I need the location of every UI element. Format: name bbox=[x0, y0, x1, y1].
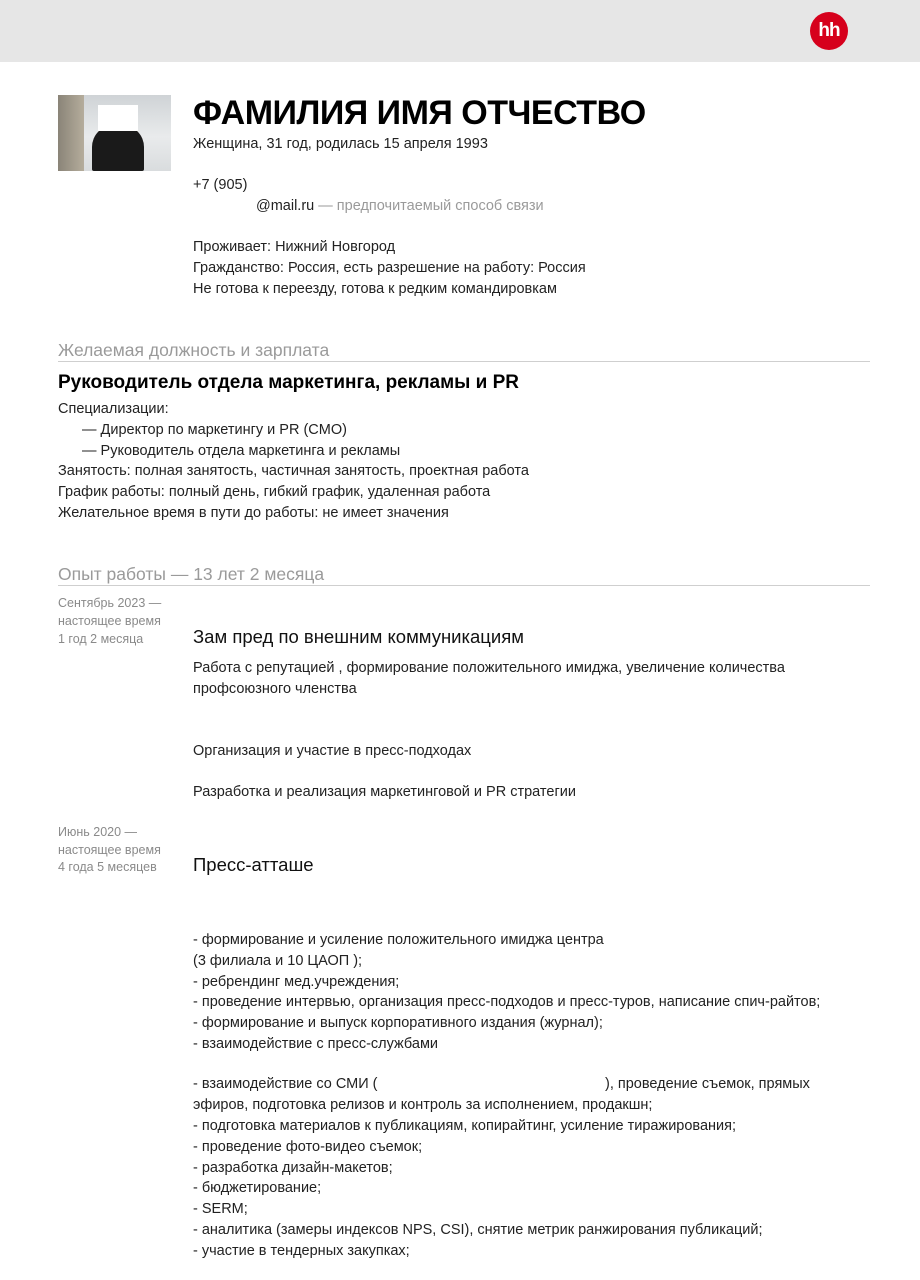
job-title: Зам пред по внешним коммуникациям bbox=[193, 626, 524, 647]
photo-background bbox=[58, 95, 84, 171]
specialization-item: — Директор по маркетингу и PR (CMO) bbox=[82, 422, 347, 438]
job-date-end: настоящее время bbox=[58, 843, 161, 857]
email-note: — предпочитаемый способ связи bbox=[318, 198, 544, 214]
top-bar bbox=[0, 0, 920, 62]
desired-position-title: Руководитель отдела маркетинга, рекламы и PR bbox=[58, 372, 520, 393]
job-duty-line: - разработка дизайн-макетов; bbox=[193, 1160, 393, 1176]
job-duty-line: - ребрендинг мед.учреждения; bbox=[193, 974, 400, 990]
job-duty-line: - проведение фото-видео съемок; bbox=[193, 1139, 423, 1155]
job-duration: 1 год 2 месяца bbox=[58, 632, 144, 646]
job-duty-line: - подготовка материалов к публикациям, копирайтинг, усиление тиражирования; bbox=[193, 1118, 737, 1134]
work-schedule: График работы: полный день, гибкий график, удаленная работа bbox=[58, 484, 491, 500]
employment-type: Занятость: полная занятость, частичная занятость, проектная работа bbox=[58, 463, 529, 479]
specialization-item: — Руководитель отдела маркетинга и рекламы bbox=[82, 443, 401, 459]
job-description-line: Организация и участие в пресс-подходах bbox=[193, 743, 472, 759]
job-description-line: Работа с репутацией , формирование положительного имиджа, увеличение количества bbox=[193, 660, 785, 676]
desired-position-heading: Желаемая должность и зарплата bbox=[58, 340, 330, 360]
specializations-label: Специализации: bbox=[58, 401, 169, 417]
job-description-line: профсоюзного членства bbox=[193, 681, 357, 697]
relocation: Не готова к переезду, готова к редким командировкам bbox=[193, 281, 557, 297]
job-duty-line: - формирование и усиление положительного имиджа центра bbox=[193, 932, 604, 948]
email-line bbox=[256, 198, 544, 214]
citizenship: Гражданство: Россия, есть разрешение на работу: Россия bbox=[193, 260, 586, 276]
residence: Проживает: Нижний Новгород bbox=[193, 239, 396, 255]
phone-number[interactable]: +7 (905) bbox=[193, 177, 248, 193]
job-duty-line: эфиров, подготовка релизов и контроль за исполнением, продакшн; bbox=[193, 1097, 653, 1113]
job-date-end: настоящее время bbox=[58, 614, 161, 628]
job-title: Пресс-атташе bbox=[193, 854, 314, 875]
job-duty-line: (3 филиала и 10 ЦАОП ); bbox=[193, 953, 363, 969]
photo-person bbox=[92, 125, 144, 171]
job-duty-line: - взаимодействие со СМИ ( bbox=[193, 1076, 378, 1092]
section-divider bbox=[58, 361, 870, 362]
photo-redaction bbox=[98, 105, 138, 131]
job-duty-line: - аналитика (замеры индексов NPS, CSI), снятие метрик ранжирования публикаций; bbox=[193, 1222, 763, 1238]
job-duty-line: - проведение интервью, организация пресс-подходов и пресс-туров, написание спич-райтов; bbox=[193, 994, 821, 1010]
job-duty-line: - бюджетирование; bbox=[193, 1180, 322, 1196]
job-duty-line: - SERM; bbox=[193, 1201, 248, 1217]
job-duty-line: - взаимодействие с пресс-службами bbox=[193, 1036, 439, 1052]
job-date-start: Сентябрь 2023 — bbox=[58, 596, 162, 610]
job-description-line: Разработка и реализация маркетинговой и PR стратегии bbox=[193, 784, 576, 800]
experience-heading: Опыт работы — 13 лет 2 месяца bbox=[58, 564, 325, 584]
hh-logo[interactable]: hh bbox=[810, 12, 848, 50]
job-date-start: Июнь 2020 — bbox=[58, 825, 138, 839]
candidate-name: ФАМИЛИЯ ИМЯ ОТЧЕСТВО bbox=[193, 94, 646, 132]
commute-time: Желательное время в пути до работы: не имеет значения bbox=[58, 505, 449, 521]
job-duty-line: ), проведение съемок, прямых bbox=[605, 1076, 810, 1092]
section-divider bbox=[58, 585, 870, 586]
job-duty-line: - участие в тендерных закупках; bbox=[193, 1243, 410, 1259]
personal-info: Женщина, 31 год, родилась 15 апреля 1993 bbox=[193, 136, 488, 152]
job-duty-line: - формирование и выпуск корпоративного издания (журнал); bbox=[193, 1015, 603, 1031]
email-address[interactable]: @mail.ru bbox=[256, 198, 315, 214]
job-duration: 4 года 5 месяцев bbox=[58, 860, 157, 874]
profile-photo bbox=[58, 95, 171, 171]
